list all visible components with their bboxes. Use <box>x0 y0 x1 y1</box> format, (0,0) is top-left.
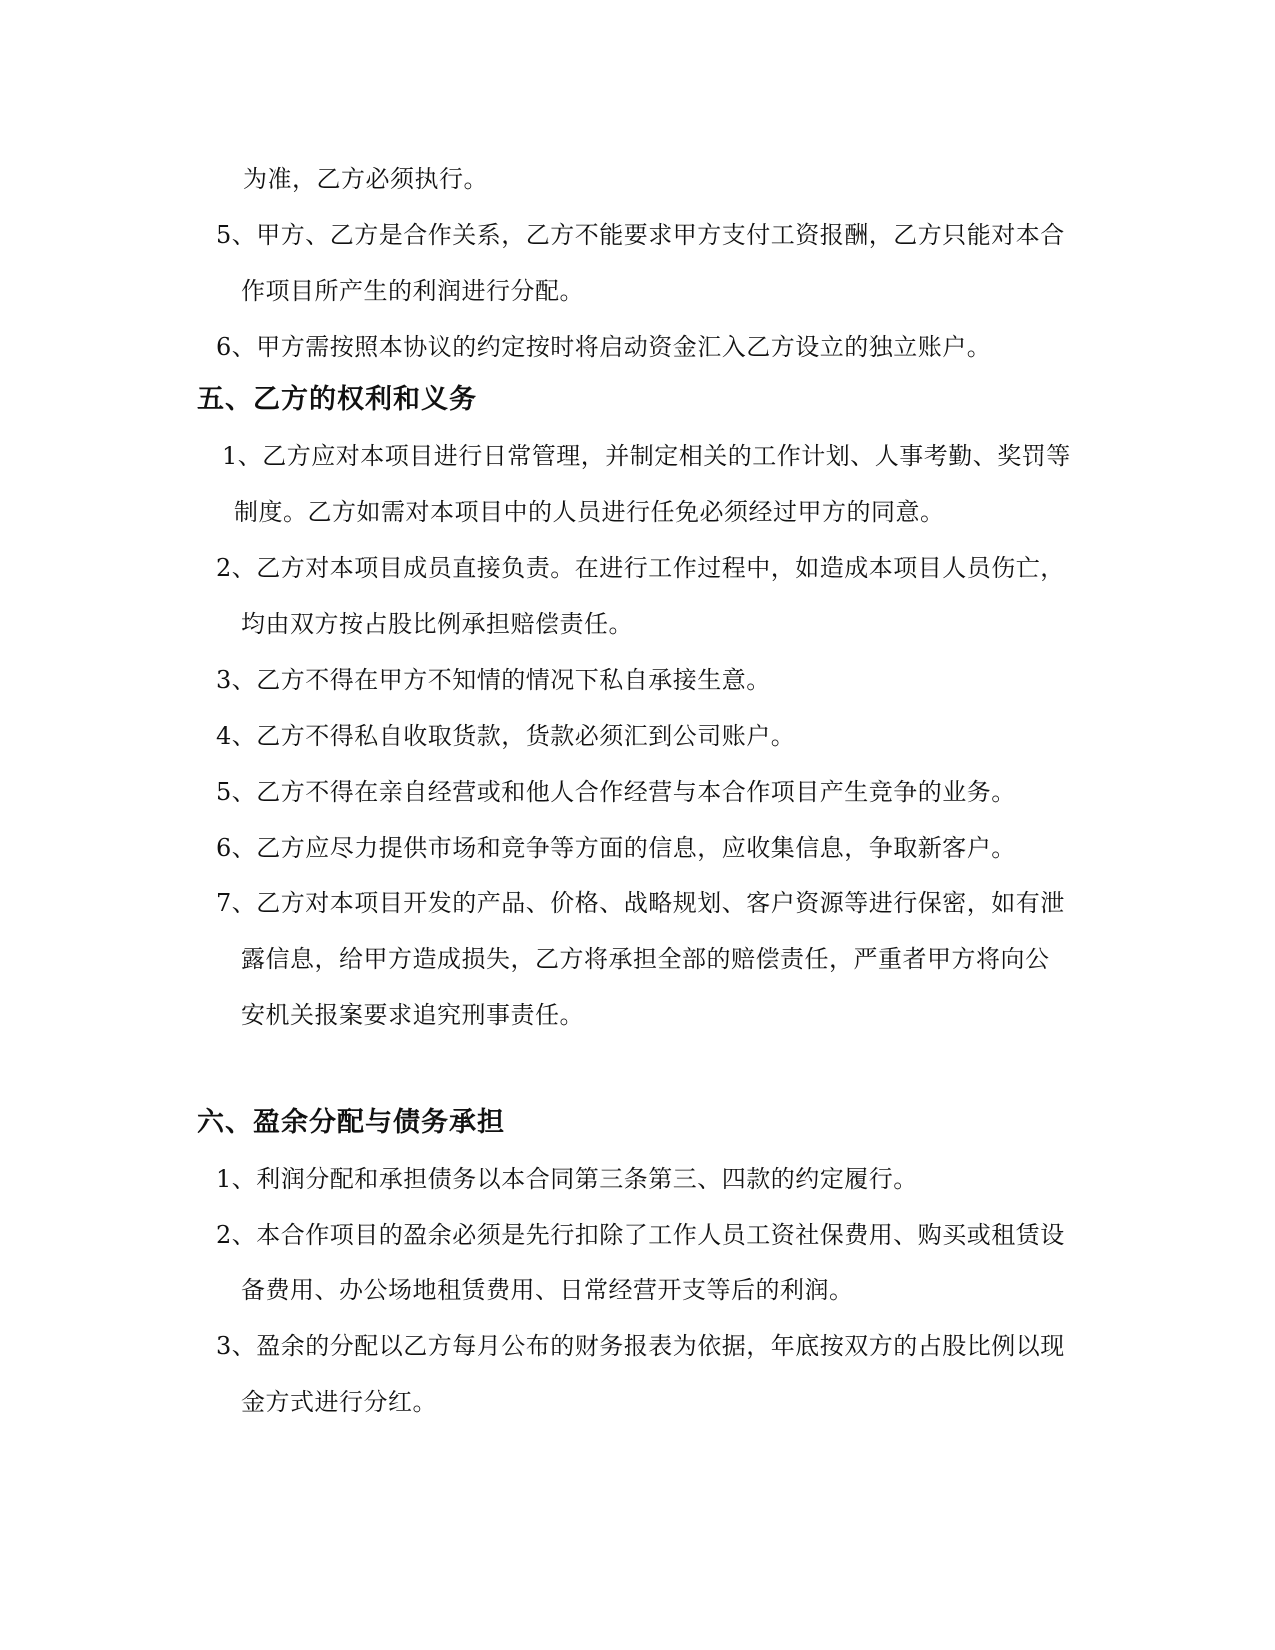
section5-item7-line1: 7、乙方对本项目开发的产品、价格、战略规划、客户资源等进行保密，如有泄 <box>216 889 1065 917</box>
section6-item2-line2: 备费用、办公场地租赁费用、日常经营开支等后的利润。 <box>241 1276 854 1304</box>
section6-item3-line2: 金方式进行分红。 <box>241 1388 437 1416</box>
section5-item5: 5、乙方不得在亲自经营或和他人合作经营与本合作项目产生竞争的业务。 <box>216 778 1016 806</box>
section4-item4-continuation: 为准，乙方必须执行。 <box>243 165 488 193</box>
section4-item5-line2: 作项目所产生的利润进行分配。 <box>241 277 584 305</box>
section5-item6: 6、乙方应尽力提供市场和竞争等方面的信息，应收集信息，争取新客户。 <box>216 834 1016 862</box>
section4-item6: 6、甲方需按照本协议的约定按时将启动资金汇入乙方设立的独立账户。 <box>216 333 992 361</box>
section6-item3-line1: 3、盈余的分配以乙方每月公布的财务报表为依据，年底按双方的占股比例以现 <box>216 1332 1065 1360</box>
section5-item7-line3: 安机关报案要求追究刑事责任。 <box>241 1001 584 1029</box>
section5-item2-line1: 2、乙方对本项目成员直接负责。在进行工作过程中，如造成本项目人员伤亡， <box>216 554 1065 582</box>
section5-item1-line1: 1、乙方应对本项目进行日常管理，并制定相关的工作计划、人事考勤、奖罚等 <box>222 442 1071 470</box>
section6-heading: 六、盈余分配与债务承担 <box>197 1107 505 1138</box>
section5-item3: 3、乙方不得在甲方不知情的情况下私自承接生意。 <box>216 666 771 694</box>
section5-item4: 4、乙方不得私自收取货款，货款必须汇到公司账户。 <box>216 722 796 750</box>
section5-item1-line2: 制度。乙方如需对本项目中的人员进行任免必须经过甲方的同意。 <box>234 498 945 526</box>
section6-item1: 1、利润分配和承担债务以本合同第三条第三、四款的约定履行。 <box>216 1165 918 1193</box>
section5-item2-line2: 均由双方按占股比例承担赔偿责任。 <box>241 610 633 638</box>
section5-heading: 五、乙方的权利和义务 <box>197 384 477 415</box>
section5-item7-line2: 露信息，给甲方造成损失，乙方将承担全部的赔偿责任，严重者甲方将向公 <box>241 945 1050 973</box>
section4-item5-line1: 5、甲方、乙方是合作关系，乙方不能要求甲方支付工资报酬，乙方只能对本合 <box>216 221 1065 249</box>
section6-item2-line1: 2、本合作项目的盈余必须是先行扣除了工作人员工资社保费用、购买或租赁设 <box>216 1221 1065 1249</box>
